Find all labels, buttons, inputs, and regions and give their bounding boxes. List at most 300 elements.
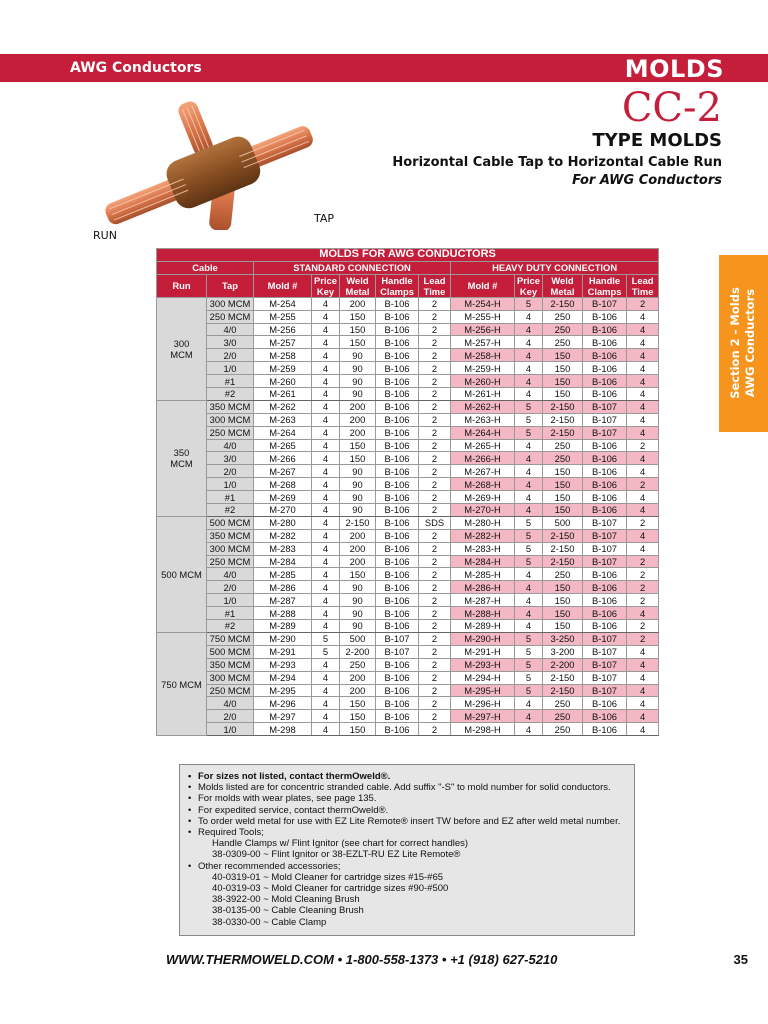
handle-clamps-cell: B-106: [376, 710, 419, 723]
hd-mold-cell: M-261-H: [451, 388, 515, 401]
hd-mold-cell: M-293-H: [451, 658, 515, 671]
mold-cell: M-262: [254, 400, 312, 413]
mold-cell: M-264: [254, 426, 312, 439]
lead-time-cell: 2: [419, 568, 451, 581]
hd-lead-time-cell: 2: [627, 297, 659, 310]
notes-box: [179, 764, 635, 936]
col-mold: Mold #: [254, 274, 312, 297]
product-code: CC-2: [621, 85, 722, 131]
hd-price-key-cell: 4: [515, 478, 543, 491]
hd-lead-time-cell: 4: [627, 542, 659, 555]
table-row: [157, 568, 659, 581]
lead-time-cell: 2: [419, 297, 451, 310]
col-hd-mold: Mold #: [451, 274, 515, 297]
hd-price-key-cell: 4: [515, 697, 543, 710]
product-subtitle: Horizontal Cable Tap to Horizontal Cable Run: [392, 155, 722, 170]
note-item: • To order weld metal for use with EZ Lite Remote® insert TW before and EZ after weld metal number.: [188, 816, 626, 827]
mold-cell: M-282: [254, 529, 312, 542]
hd-lead-time-cell: 4: [627, 504, 659, 517]
table-row: [157, 594, 659, 607]
weld-metal-cell: 90: [340, 349, 376, 362]
lead-time-cell: 2: [419, 504, 451, 517]
weld-metal-cell: 200: [340, 426, 376, 439]
lead-time-cell: 2: [419, 400, 451, 413]
hd-price-key-cell: 4: [515, 336, 543, 349]
weld-metal-cell: 90: [340, 607, 376, 620]
hd-lead-time-cell: 4: [627, 375, 659, 388]
note-item: 40-0319-01 ~ Mold Cleaner for cartridge sizes #15-#65: [212, 871, 444, 883]
weld-metal-cell: 150: [340, 568, 376, 581]
tap-cell: 4/0: [207, 323, 254, 336]
hd-weld-metal-cell: 150: [543, 375, 583, 388]
note-item: • For molds with wear plates, see page 135.: [188, 793, 626, 804]
hd-price-key-cell: 5: [515, 684, 543, 697]
hd-handle-clamps-cell: B-107: [583, 297, 627, 310]
mold-cell: M-266: [254, 452, 312, 465]
hd-price-key-cell: 4: [515, 323, 543, 336]
hd-mold-cell: M-286-H: [451, 581, 515, 594]
lead-time-cell: SDS: [419, 516, 451, 529]
table-row: [157, 375, 659, 388]
hd-handle-clamps-cell: B-106: [583, 465, 627, 478]
table-row: [157, 529, 659, 542]
mold-cell: M-255: [254, 310, 312, 323]
hd-lead-time-cell: 4: [627, 400, 659, 413]
mold-cell: M-284: [254, 555, 312, 568]
mold-cell: M-258: [254, 349, 312, 362]
hd-weld-metal-cell: 150: [543, 349, 583, 362]
hd-price-key-cell: 4: [515, 607, 543, 620]
hd-price-key-cell: 4: [515, 439, 543, 452]
hd-handle-clamps-cell: B-106: [583, 697, 627, 710]
weld-metal-cell: 90: [340, 620, 376, 633]
price-key-cell: 4: [312, 478, 340, 491]
tap-cell: 1/0: [207, 594, 254, 607]
tap-cell: #2: [207, 504, 254, 517]
hd-mold-cell: M-259-H: [451, 362, 515, 375]
handle-clamps-cell: B-107: [376, 645, 419, 658]
lead-time-cell: 2: [419, 671, 451, 684]
hd-mold-cell: M-265-H: [451, 439, 515, 452]
lead-time-cell: 2: [419, 452, 451, 465]
price-key-cell: 4: [312, 710, 340, 723]
group-cable: Cable: [157, 261, 254, 274]
handle-clamps-cell: B-106: [376, 388, 419, 401]
weld-metal-cell: 200: [340, 297, 376, 310]
handle-clamps-cell: B-106: [376, 620, 419, 633]
weld-metal-cell: 150: [340, 452, 376, 465]
hd-price-key-cell: 4: [515, 452, 543, 465]
weld-metal-cell: 150: [340, 710, 376, 723]
col-hd-price-key: Price Key: [515, 274, 543, 297]
handle-clamps-cell: B-106: [376, 594, 419, 607]
price-key-cell: 4: [312, 504, 340, 517]
weld-metal-cell: 200: [340, 413, 376, 426]
table-row: [157, 697, 659, 710]
weld-metal-cell: 150: [340, 310, 376, 323]
handle-clamps-cell: B-106: [376, 362, 419, 375]
hd-mold-cell: M-285-H: [451, 568, 515, 581]
tap-cell: 2/0: [207, 581, 254, 594]
hd-handle-clamps-cell: B-107: [583, 542, 627, 555]
lead-time-cell: 2: [419, 362, 451, 375]
tap-cell: 300 MCM: [207, 413, 254, 426]
hd-lead-time-cell: 4: [627, 349, 659, 362]
price-key-cell: 4: [312, 362, 340, 375]
handle-clamps-cell: B-106: [376, 542, 419, 555]
hd-weld-metal-cell: 250: [543, 723, 583, 736]
run-size-cell: 350 MCM: [157, 400, 207, 516]
handle-clamps-cell: B-106: [376, 310, 419, 323]
hd-weld-metal-cell: 250: [543, 439, 583, 452]
table-row: [157, 362, 659, 375]
hd-mold-cell: M-262-H: [451, 400, 515, 413]
mold-cell: M-267: [254, 465, 312, 478]
table-row: [157, 439, 659, 452]
price-key-cell: 4: [312, 349, 340, 362]
lead-time-cell: 2: [419, 336, 451, 349]
handle-clamps-cell: B-106: [376, 581, 419, 594]
hd-lead-time-cell: 4: [627, 413, 659, 426]
hd-handle-clamps-cell: B-106: [583, 336, 627, 349]
lead-time-cell: 2: [419, 491, 451, 504]
handle-clamps-cell: B-106: [376, 336, 419, 349]
hd-handle-clamps-cell: B-106: [583, 620, 627, 633]
lead-time-cell: 2: [419, 632, 451, 645]
hd-handle-clamps-cell: B-107: [583, 684, 627, 697]
handle-clamps-cell: B-106: [376, 491, 419, 504]
product-title: TYPE MOLDS: [592, 130, 722, 151]
hd-weld-metal-cell: 2-150: [543, 297, 583, 310]
lead-time-cell: 2: [419, 375, 451, 388]
hd-lead-time-cell: 4: [627, 684, 659, 697]
price-key-cell: 4: [312, 594, 340, 607]
hd-mold-cell: M-297-H: [451, 710, 515, 723]
hd-price-key-cell: 5: [515, 555, 543, 568]
side-tab-line-1: Section 2 - Molds: [728, 287, 742, 399]
tap-cell: 250 MCM: [207, 310, 254, 323]
tap-cell: #2: [207, 620, 254, 633]
lead-time-cell: 2: [419, 529, 451, 542]
product-subtitle-2: For AWG Conductors: [572, 173, 722, 188]
price-key-cell: 4: [312, 413, 340, 426]
table-row: [157, 620, 659, 633]
price-key-cell: 4: [312, 323, 340, 336]
hd-price-key-cell: 5: [515, 297, 543, 310]
hd-weld-metal-cell: 2-200: [543, 658, 583, 671]
hd-weld-metal-cell: 150: [543, 504, 583, 517]
handle-clamps-cell: B-106: [376, 375, 419, 388]
hd-lead-time-cell: 2: [627, 568, 659, 581]
handle-clamps-cell: B-106: [376, 297, 419, 310]
hd-price-key-cell: 5: [515, 426, 543, 439]
hd-price-key-cell: 5: [515, 529, 543, 542]
side-tab-line-2: AWG Conductors: [743, 288, 757, 398]
price-key-cell: 5: [312, 632, 340, 645]
handle-clamps-cell: B-106: [376, 529, 419, 542]
hd-lead-time-cell: 4: [627, 336, 659, 349]
price-key-cell: 4: [312, 491, 340, 504]
weld-metal-cell: 150: [340, 323, 376, 336]
hd-handle-clamps-cell: B-106: [583, 710, 627, 723]
tap-cell: #1: [207, 491, 254, 504]
price-key-cell: 4: [312, 375, 340, 388]
tap-cell: 250 MCM: [207, 684, 254, 697]
weld-metal-cell: 90: [340, 388, 376, 401]
hd-weld-metal-cell: 500: [543, 516, 583, 529]
tap-cell: 300 MCM: [207, 297, 254, 310]
tap-cell: 300 MCM: [207, 671, 254, 684]
hd-price-key-cell: 4: [515, 581, 543, 594]
mold-cell: M-280: [254, 516, 312, 529]
hd-weld-metal-cell: 150: [543, 581, 583, 594]
hd-mold-cell: M-282-H: [451, 529, 515, 542]
handle-clamps-cell: B-106: [376, 465, 419, 478]
handle-clamps-cell: B-106: [376, 697, 419, 710]
price-key-cell: 4: [312, 671, 340, 684]
hd-mold-cell: M-269-H: [451, 491, 515, 504]
handle-clamps-cell: B-106: [376, 555, 419, 568]
hd-lead-time-cell: 2: [627, 581, 659, 594]
hd-weld-metal-cell: 150: [543, 620, 583, 633]
tap-cell: 3/0: [207, 336, 254, 349]
hd-handle-clamps-cell: B-106: [583, 581, 627, 594]
price-key-cell: 4: [312, 516, 340, 529]
handle-clamps-cell: B-106: [376, 323, 419, 336]
hd-price-key-cell: 5: [515, 632, 543, 645]
hd-weld-metal-cell: 250: [543, 310, 583, 323]
price-key-cell: 4: [312, 400, 340, 413]
mold-cell: M-254: [254, 297, 312, 310]
price-key-cell: 4: [312, 620, 340, 633]
col-weld-metal: Weld Metal: [340, 274, 376, 297]
weld-metal-cell: 90: [340, 594, 376, 607]
note-item: • Other recommended accessories;: [188, 861, 626, 872]
hd-mold-cell: M-287-H: [451, 594, 515, 607]
mold-cell: M-295: [254, 684, 312, 697]
price-key-cell: 4: [312, 555, 340, 568]
handle-clamps-cell: B-106: [376, 607, 419, 620]
table-row: [157, 555, 659, 568]
handle-clamps-cell: B-106: [376, 452, 419, 465]
lead-time-cell: 2: [419, 581, 451, 594]
hd-lead-time-cell: 2: [627, 555, 659, 568]
table-row: [157, 607, 659, 620]
hd-handle-clamps-cell: B-106: [583, 388, 627, 401]
hd-mold-cell: M-258-H: [451, 349, 515, 362]
hd-lead-time-cell: 4: [627, 723, 659, 736]
mold-cell: M-265: [254, 439, 312, 452]
note-item: • For sizes not listed, contact thermOweld®.: [188, 771, 626, 782]
table-row: [157, 400, 659, 413]
hd-mold-cell: M-264-H: [451, 426, 515, 439]
lead-time-cell: 2: [419, 658, 451, 671]
hd-handle-clamps-cell: B-106: [583, 478, 627, 491]
handle-clamps-cell: B-106: [376, 504, 419, 517]
handle-clamps-cell: B-106: [376, 478, 419, 491]
hd-price-key-cell: 4: [515, 388, 543, 401]
col-hd-weld-metal: Weld Metal: [543, 274, 583, 297]
handle-clamps-cell: B-106: [376, 723, 419, 736]
tap-cell: 1/0: [207, 478, 254, 491]
mold-cell: M-263: [254, 413, 312, 426]
lead-time-cell: 2: [419, 723, 451, 736]
col-tap: Tap: [207, 274, 254, 297]
hd-lead-time-cell: 4: [627, 388, 659, 401]
hd-lead-time-cell: 4: [627, 465, 659, 478]
table-row: [157, 478, 659, 491]
price-key-cell: 4: [312, 568, 340, 581]
handle-clamps-cell: B-106: [376, 658, 419, 671]
price-key-cell: 4: [312, 697, 340, 710]
hd-handle-clamps-cell: B-106: [583, 607, 627, 620]
hd-handle-clamps-cell: B-106: [583, 504, 627, 517]
hd-lead-time-cell: 4: [627, 426, 659, 439]
hd-handle-clamps-cell: B-107: [583, 658, 627, 671]
hd-weld-metal-cell: 250: [543, 336, 583, 349]
hd-weld-metal-cell: 2-150: [543, 555, 583, 568]
weld-metal-cell: 500: [340, 632, 376, 645]
hd-weld-metal-cell: 250: [543, 452, 583, 465]
hd-weld-metal-cell: 2-150: [543, 413, 583, 426]
hd-price-key-cell: 4: [515, 465, 543, 478]
hd-lead-time-cell: 4: [627, 697, 659, 710]
lead-time-cell: 2: [419, 620, 451, 633]
col-hd-lead-time: Lead Time: [627, 274, 659, 297]
price-key-cell: 4: [312, 388, 340, 401]
lead-time-cell: 2: [419, 478, 451, 491]
lead-time-cell: 2: [419, 310, 451, 323]
table-row: [157, 388, 659, 401]
col-lead-time: Lead Time: [419, 274, 451, 297]
hd-mold-cell: M-255-H: [451, 310, 515, 323]
hd-weld-metal-cell: 3-200: [543, 645, 583, 658]
hd-mold-cell: M-256-H: [451, 323, 515, 336]
weld-metal-cell: 90: [340, 581, 376, 594]
mold-cell: M-291: [254, 645, 312, 658]
lead-time-cell: 2: [419, 465, 451, 478]
hd-mold-cell: M-268-H: [451, 478, 515, 491]
mold-cell: M-290: [254, 632, 312, 645]
molds-table: [156, 248, 659, 736]
hd-handle-clamps-cell: B-107: [583, 645, 627, 658]
hd-lead-time-cell: 4: [627, 310, 659, 323]
tap-cell: 500 MCM: [207, 516, 254, 529]
handle-clamps-cell: B-107: [376, 632, 419, 645]
hd-handle-clamps-cell: B-106: [583, 594, 627, 607]
hd-weld-metal-cell: 2-150: [543, 400, 583, 413]
hd-weld-metal-cell: 250: [543, 323, 583, 336]
hd-lead-time-cell: 4: [627, 658, 659, 671]
weld-metal-cell: 90: [340, 375, 376, 388]
hd-price-key-cell: 4: [515, 568, 543, 581]
handle-clamps-cell: B-106: [376, 568, 419, 581]
tap-cell: 750 MCM: [207, 632, 254, 645]
tap-cell: 2/0: [207, 465, 254, 478]
handle-clamps-cell: B-106: [376, 400, 419, 413]
hd-handle-clamps-cell: B-106: [583, 452, 627, 465]
footer-contact: WWW.THERMOWELD.COM • 1-800-558-1373 • +1 (918) 627-5210: [166, 952, 558, 967]
note-item: 38-0330-00 ~ Cable Clamp: [212, 916, 327, 928]
mold-cell: M-268: [254, 478, 312, 491]
weld-metal-cell: 200: [340, 671, 376, 684]
hd-price-key-cell: 4: [515, 723, 543, 736]
hd-mold-cell: M-257-H: [451, 336, 515, 349]
hd-lead-time-cell: 4: [627, 607, 659, 620]
hd-mold-cell: M-289-H: [451, 620, 515, 633]
hd-mold-cell: M-283-H: [451, 542, 515, 555]
mold-cell: M-289: [254, 620, 312, 633]
lead-time-cell: 2: [419, 607, 451, 620]
tap-cell: 4/0: [207, 697, 254, 710]
lead-time-cell: 2: [419, 323, 451, 336]
tap-cell: #1: [207, 375, 254, 388]
hd-lead-time-cell: 2: [627, 620, 659, 633]
handle-clamps-cell: B-106: [376, 684, 419, 697]
table-row: [157, 581, 659, 594]
weld-metal-cell: 90: [340, 504, 376, 517]
price-key-cell: 4: [312, 310, 340, 323]
hd-lead-time-cell: 4: [627, 671, 659, 684]
hd-price-key-cell: 5: [515, 400, 543, 413]
group-standard: STANDARD CONNECTION: [254, 261, 451, 274]
price-key-cell: 4: [312, 426, 340, 439]
hd-lead-time-cell: 4: [627, 529, 659, 542]
hd-handle-clamps-cell: B-106: [583, 349, 627, 362]
note-item: 38-3922-00 ~ Mold Cleaning Brush: [212, 894, 360, 906]
hd-mold-cell: M-294-H: [451, 671, 515, 684]
note-item: 40-0319-03 ~ Mold Cleaner for cartridge sizes #90-#500: [212, 883, 449, 895]
note-item: • Required Tools;: [188, 827, 626, 838]
hd-price-key-cell: 5: [515, 645, 543, 658]
price-key-cell: 4: [312, 581, 340, 594]
weld-metal-cell: 200: [340, 400, 376, 413]
hd-lead-time-cell: 2: [627, 478, 659, 491]
run-size-cell: 500 MCM: [157, 516, 207, 632]
handle-clamps-cell: B-106: [376, 413, 419, 426]
table-row: [157, 658, 659, 671]
weld-metal-cell: 150: [340, 439, 376, 452]
hd-weld-metal-cell: 2-150: [543, 542, 583, 555]
header-bar: [0, 54, 768, 82]
table-row: [157, 684, 659, 697]
hd-price-key-cell: 5: [515, 516, 543, 529]
tap-cell: 350 MCM: [207, 400, 254, 413]
hd-price-key-cell: 4: [515, 491, 543, 504]
section-title: AWG Conductors: [70, 60, 202, 76]
weld-metal-cell: 2-150: [340, 516, 376, 529]
hd-handle-clamps-cell: B-107: [583, 529, 627, 542]
lead-time-cell: 2: [419, 426, 451, 439]
tap-cell: 2/0: [207, 349, 254, 362]
hd-weld-metal-cell: 250: [543, 697, 583, 710]
group-heavy: HEAVY DUTY CONNECTION: [451, 261, 659, 274]
note-item: • For expedited service, contact thermOweld®.: [188, 805, 626, 816]
table-row: [157, 645, 659, 658]
tap-cell: #2: [207, 388, 254, 401]
hd-weld-metal-cell: 250: [543, 568, 583, 581]
lead-time-cell: 2: [419, 684, 451, 697]
category-title: MOLDS: [624, 55, 724, 83]
mold-connection-illustration: [95, 100, 315, 230]
price-key-cell: 4: [312, 465, 340, 478]
price-key-cell: 4: [312, 684, 340, 697]
lead-time-cell: 2: [419, 594, 451, 607]
tap-cell: 4/0: [207, 439, 254, 452]
hd-lead-time-cell: 2: [627, 516, 659, 529]
lead-time-cell: 2: [419, 413, 451, 426]
mold-cell: M-287: [254, 594, 312, 607]
